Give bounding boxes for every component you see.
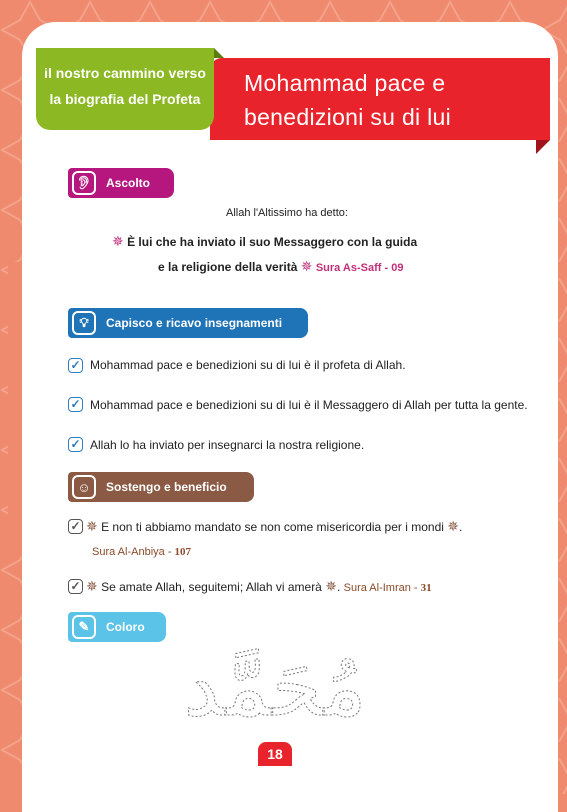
handshake-icon: ☺: [72, 475, 96, 499]
checkbox-icon: ✓: [68, 579, 83, 594]
series-title: il nostro cammino verso la biografia del Profeta: [44, 65, 206, 107]
checkbox-icon: ✓: [68, 437, 83, 452]
checkbox-icon: ✓: [68, 519, 83, 534]
benefit-1: ✵ E non ti abbiamo mandato se non come misericordia per i mondi ✵.: [86, 518, 463, 534]
benefit-1-ref: Sura Al-Anbiya - 107: [92, 546, 192, 558]
page-title: Mohammad pace e benedizioni su di lui: [244, 70, 452, 130]
ornament-icon: ✵: [300, 258, 313, 274]
checkbox-icon: ✓: [68, 358, 83, 373]
lightbulb-icon: 💡︎: [72, 311, 96, 335]
verse-intro: Allah l'Altissimo ha detto:: [226, 207, 348, 219]
ornament-icon: ✵: [86, 518, 98, 534]
ornament-icon: ✵: [112, 233, 124, 249]
svg-text:مُحَمَّد: مُحَمَّد: [183, 641, 367, 734]
lesson-3: Allah lo ha inviato per insegnarci la nostra religione.: [90, 438, 365, 452]
ornament-icon: ✵: [447, 518, 459, 534]
section-sostengo: ☺ Sostengo e beneficio: [68, 472, 254, 502]
benefit-2: ✵ Se amate Allah, seguitemi; Allah vi amerà ✵. Sura Al-Imran - 31: [86, 578, 432, 594]
ear-icon: 👂︎: [72, 171, 96, 195]
verse-line-1: ✵ È lui che ha inviato il suo Messaggero con la guida: [112, 233, 418, 249]
palette-icon: ✎: [72, 615, 96, 639]
section-capisco: 💡︎ Capisco e ricavo insegnamenti: [68, 308, 308, 338]
section-ascolto: 👂︎ Ascolto: [68, 168, 174, 198]
lesson-1: Mohammad pace e benedizioni su di lui è il profeta di Allah.: [90, 358, 406, 372]
coloring-word[interactable]: [160, 630, 390, 740]
verse-line-2: e la religione della verità ✵ Sura As-Saff - 09: [158, 258, 404, 274]
ornament-icon: ✵: [325, 578, 337, 594]
page-number: 18: [258, 742, 292, 766]
checkbox-icon: ✓: [68, 397, 83, 412]
lesson-2: Mohammad pace e benedizioni su di lui è il Messaggero di Allah per tutta la gente.: [90, 398, 528, 412]
ornament-icon: ✵: [86, 578, 98, 594]
section-coloro: ✎ Coloro: [68, 612, 166, 642]
